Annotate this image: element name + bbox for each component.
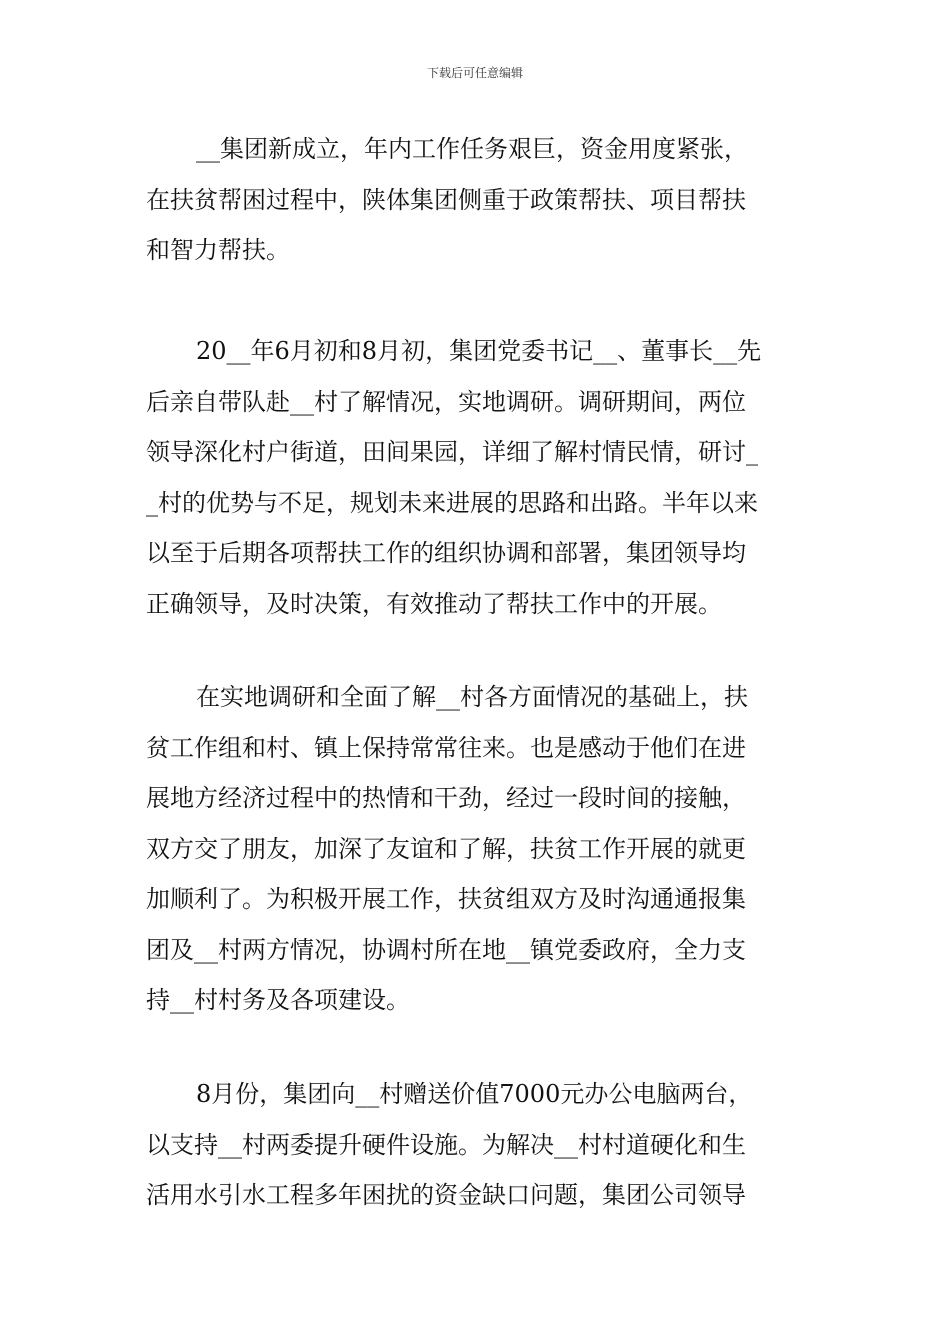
paragraph-line: 展地方经济过程中的热情和干劲，经过一段时间的接触， — [146, 784, 746, 812]
paragraph-2 — [146, 326, 808, 629]
paragraph-line: 活用水引水工程多年困扰的资金缺口问题，集团公司领导 — [146, 1181, 746, 1209]
paragraph-line: 以支持__村两委提升硬件设施。为解决__村村道硬化和生 — [146, 1130, 746, 1159]
paragraph-line: _村的优势与不足，规划未来进展的思路和出路。半年以来 — [146, 488, 758, 517]
paragraph-line: 领导深化村户街道，田间果园，详细了解村情民情，研讨_ — [146, 438, 758, 466]
paragraph-line: __集团新成立，年内工作任务艰巨，资金用度紧张， — [196, 135, 748, 163]
paragraph-1 — [146, 124, 808, 276]
paragraph-line: 8月份，集团向__村赠送价值7000元办公电脑两台， — [196, 1080, 753, 1108]
paragraph-4 — [146, 1069, 808, 1221]
page-header: 下载后可任意编辑 — [426, 66, 523, 80]
paragraph-line: 在实地调研和全面了解__村各方面情况的基础上，扶 — [196, 683, 748, 711]
paragraph-line: 双方交了朋友，加深了友谊和了解，扶贫工作开展的就更 — [146, 834, 746, 863]
paragraph-3 — [146, 672, 808, 1026]
paragraph-line: 贫工作组和村、镇上保持常常往来。也是感动于他们在进 — [146, 733, 746, 762]
paragraph-line: 正确领导，及时决策，有效推动了帮扶工作中的开展。 — [146, 589, 722, 618]
paragraph-line: 团及__村两方情况，协调村所在地__镇党委政府，全力支 — [146, 935, 746, 964]
paragraph-line: 加顺利了。为积极开展工作，扶贫组双方及时沟通通报集 — [146, 885, 746, 913]
paragraph-line: 后亲自带队赴__村了解情况，实地调研。调研期间，两位 — [146, 387, 746, 416]
paragraph-line: 在扶贫帮困过程中，陕体集团侧重于政策帮扶、项目帮扶 — [146, 185, 746, 214]
paragraph-line: 以至于后期各项帮扶工作的组织协调和部署，集团领导均 — [146, 539, 746, 567]
paragraph-line: 持__村村务及各项建设。 — [146, 986, 410, 1014]
paragraph-line: 和智力帮扶。 — [146, 236, 290, 264]
paragraph-line: 20__年6月初和8月初，集团党委书记__、董事长__先 — [196, 337, 762, 365]
